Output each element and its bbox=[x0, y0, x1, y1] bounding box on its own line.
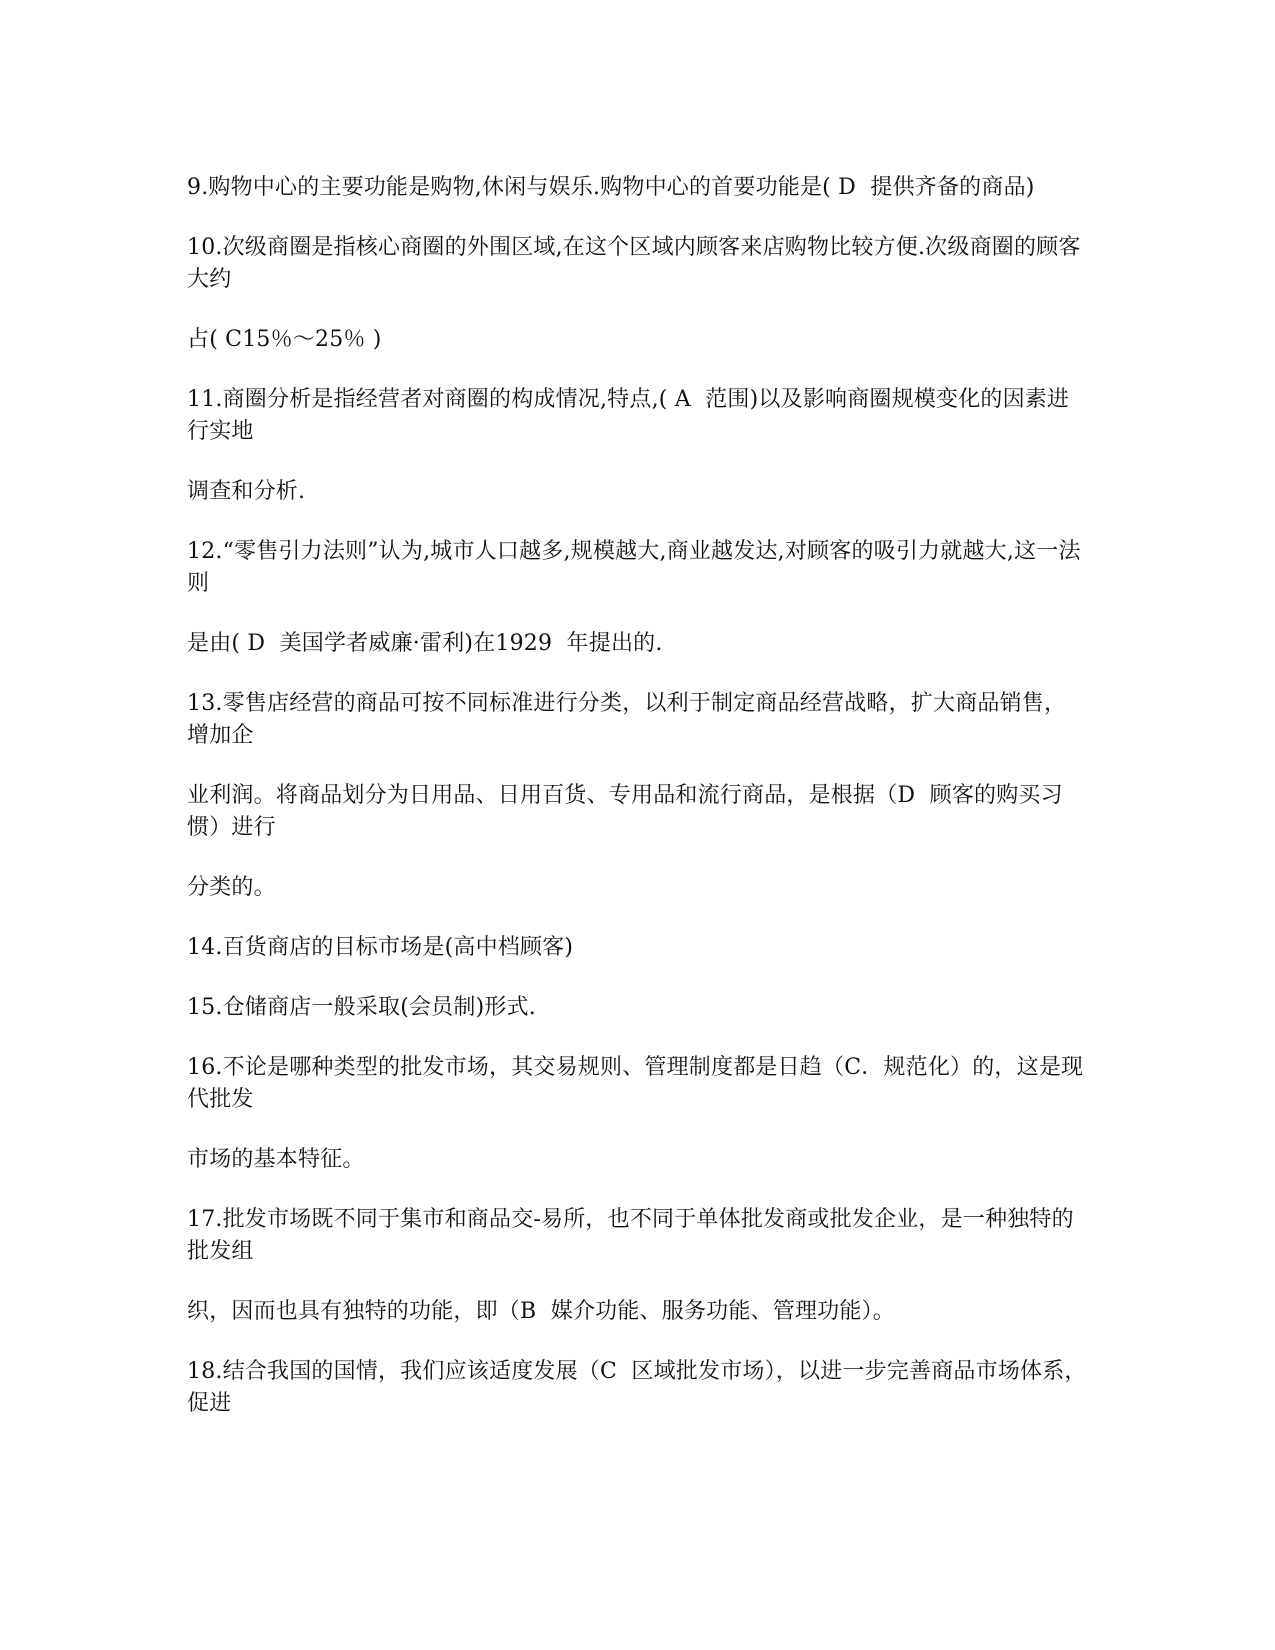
paragraph-q12-part2: 是由( D 美国学者威廉·雷利)在1929 年提出的. bbox=[187, 631, 663, 656]
paragraph-q12-part1: 12.“零售引力法则”认为,城市人口越多,规模越大,商业越发达,对顾客的吸引力就越大,这一法则 bbox=[187, 539, 1081, 596]
paragraph-q17-part1: 17.批发市场既不同于集市和商品交-易所，也不同于单体批发商或批发企业，是一种独特的批发组 bbox=[187, 1207, 1074, 1264]
paragraph-q10-part2: 占( C15％～25％ ) bbox=[187, 327, 382, 352]
paragraph-q10-part1: 10.次级商圈是指核心商圈的外围区域,在这个区域内顾客来店购物比较方便.次级商圈的顾客大约 bbox=[187, 235, 1081, 292]
document-body bbox=[187, 172, 1087, 1448]
paragraph-q15: 15.仓储商店一般采取(会员制)形式. bbox=[187, 995, 536, 1020]
paragraph-q18: 18.结合我国的国情，我们应该适度发展（C 区域批发市场），以进一步完善商品市场体系，促进 bbox=[187, 1359, 1087, 1416]
paragraph-q11-part2: 调查和分析. bbox=[187, 479, 306, 504]
paragraph-q16-part1: 16.不论是哪种类型的批发市场，其交易规则、管理制度都是日趋（C．规范化）的，这是现代批发 bbox=[187, 1055, 1084, 1112]
paragraph-q9: 9.购物中心的主要功能是购物,休闲与娱乐.购物中心的首要功能是( D 提供齐备的商品) bbox=[187, 175, 1035, 200]
paragraph-q13-part1: 13.零售店经营的商品可按不同标准进行分类，以利于制定商品经营战略，扩大商品销售，增加企 bbox=[187, 691, 1067, 748]
paragraph-q13-part2: 业利润。将商品划分为日用品、日用百货、专用品和流行商品，是根据（D 顾客的购买习惯）进行 bbox=[187, 783, 1063, 840]
paragraph-q11-part1: 11.商圈分析是指经营者对商圈的构成情况,特点,( A 范围)以及影响商圈规模变化的因素进行实地 bbox=[187, 387, 1070, 444]
paragraph-q14: 14.百货商店的目标市场是(高中档顾客) bbox=[187, 935, 574, 960]
paragraph-q13-part3: 分类的。 bbox=[187, 875, 276, 900]
paragraph-q17-part2: 织，因而也具有独特的功能，即（B 媒介功能、服务功能、管理功能）。 bbox=[187, 1299, 895, 1324]
paragraph-q16-part2: 市场的基本特征。 bbox=[187, 1147, 365, 1172]
